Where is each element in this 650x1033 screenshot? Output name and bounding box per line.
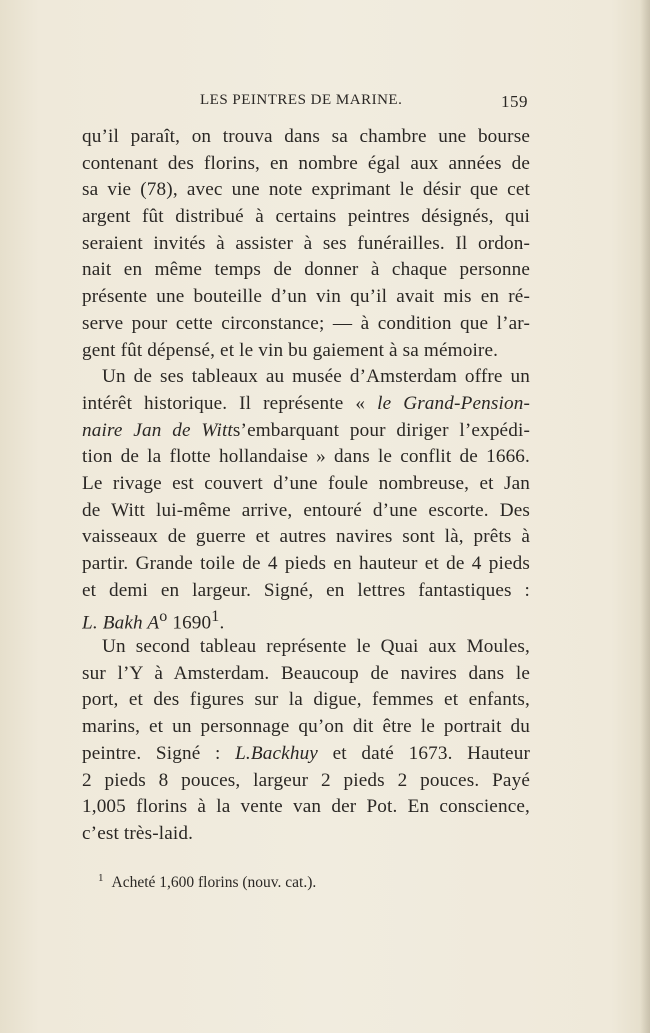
- text-run: s’embarquant pour diriger l’expédi-: [232, 419, 530, 441]
- text-run: 1690: [167, 612, 212, 632]
- body-text: [82, 124, 530, 848]
- text-line: [82, 391, 530, 418]
- footnote: [98, 872, 518, 892]
- text-line: marins, et un personnage qu’on dit être le portrait du: [82, 716, 530, 738]
- text-line: qu’il paraît, on trouva dans sa chambre une bourse: [82, 126, 530, 147]
- italic-run: naire Jan de Witt: [82, 419, 233, 441]
- text-line: Un de ses tableaux au musée d’Amsterdam offre un: [102, 366, 530, 388]
- running-head: [82, 92, 528, 114]
- text-line: tion de la flotte hollandaise » dans le conflit de 1666.: [82, 446, 530, 468]
- text-line: Un second tableau représente le Quai aux Moules,: [102, 636, 530, 658]
- text-run: .: [219, 612, 225, 632]
- text-line: seraient invités à assister à ses funérailles. Il ordon-: [82, 232, 530, 254]
- footnote-ref: 1: [211, 608, 220, 626]
- text-line: présente une bouteille d’un vin qu’il avait mis en ré-: [82, 286, 530, 308]
- italic-run: L. Bakh A: [82, 612, 160, 632]
- text-line: 1,005 florins à la vente van der Pot. En conscience,: [82, 796, 530, 818]
- text-run: peintre. Signé :: [82, 742, 221, 764]
- running-title: LES PEINTRES DE MARINE.: [200, 92, 403, 108]
- text-line: de Witt lui-même arrive, entouré d’une escorte. Des: [82, 499, 530, 521]
- text-line: nait en même temps de donner à chaque personne: [82, 259, 530, 281]
- italic-run: le Grand-Pension-: [377, 392, 530, 414]
- text-line: gent fût dépensé, et le vin bu gaiement à sa mémoire.: [82, 339, 499, 361]
- ordinal-marker: o: [159, 608, 168, 626]
- text-line: contenant des florins, en nombre égal aux années de: [82, 152, 530, 174]
- text-line: Le rivage est couvert d’une foule nombreuse, et Jan: [82, 472, 530, 494]
- text-line: et demi en largeur. Signé, en lettres fantastiques :: [82, 579, 530, 601]
- text-line: [82, 604, 530, 631]
- italic-run: L.Backhuy: [235, 742, 318, 764]
- text-run: et daté 1673. Hauteur: [332, 742, 530, 764]
- text-line: [82, 418, 530, 445]
- text-line: vaisseaux de guerre et autres navires sont là, prêts à: [82, 526, 530, 548]
- text-line: 2 pieds 8 pouces, largeur 2 pieds 2 pouces. Payé: [82, 769, 530, 791]
- text-line: c’est très-laid.: [82, 822, 194, 844]
- text-line: sur l’Y à Amsterdam. Beaucoup de navires dans le: [82, 662, 530, 684]
- page-gutter-shadow: [640, 0, 650, 1033]
- footnote-text: Acheté 1,600 florins (nouv. cat.).: [111, 874, 317, 892]
- text-line: sa vie (78), avec une note exprimant le désir que cet: [82, 179, 530, 201]
- text-line: serve pour cette circonstance; — à condition que l’ar-: [82, 312, 530, 334]
- text-line: [82, 741, 530, 768]
- text-line: partir. Grande toile de 4 pieds en hauteur et de 4 pieds: [82, 553, 530, 574]
- text-line: port, et des figures sur la digue, femmes et enfants,: [82, 689, 530, 711]
- page-number: 159: [501, 92, 528, 111]
- text-run: intérêt historique. Il représente «: [82, 392, 366, 414]
- footnote-marker: 1: [98, 872, 104, 884]
- text-line: argent fût distribué à certains peintres désignés, qui: [82, 206, 530, 228]
